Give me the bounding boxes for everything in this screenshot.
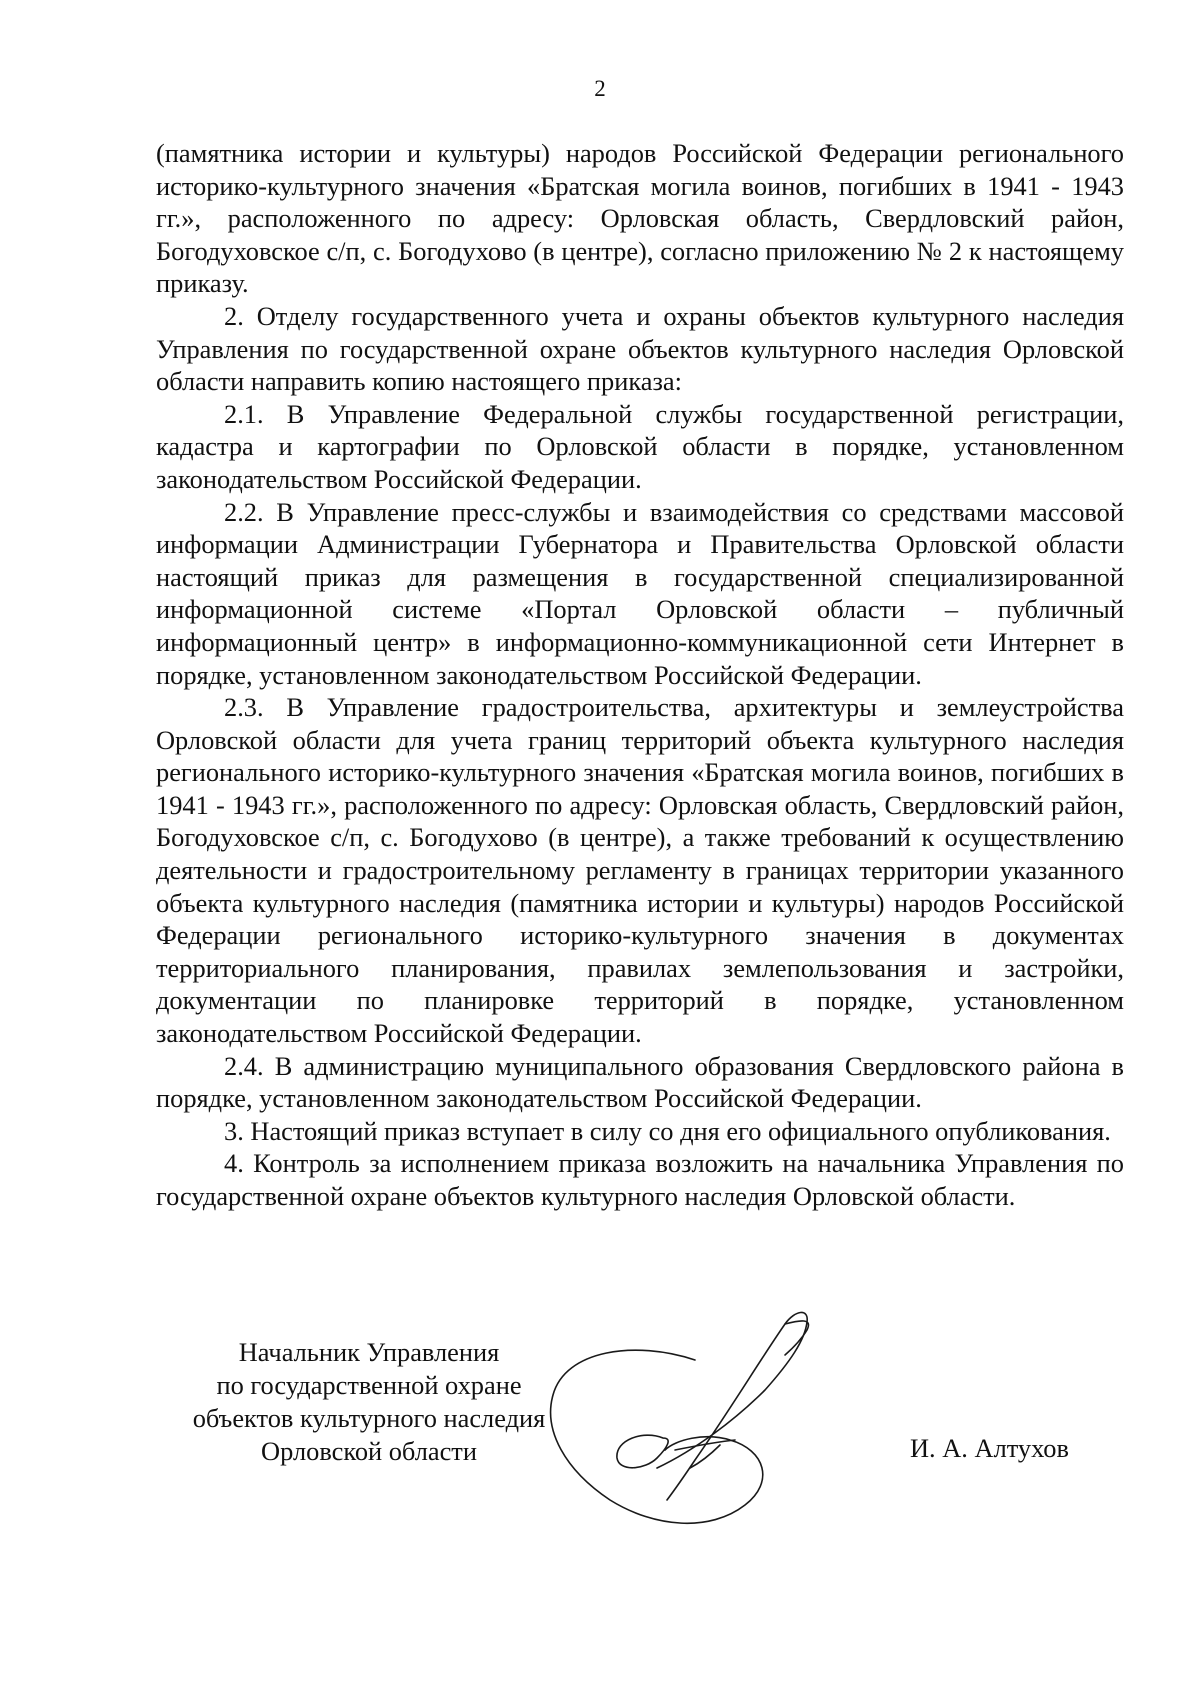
- paragraph-item-2-3: 2.3. В Управление градостроительства, архитектуры и землеустройства Орловской области для учета границ территорий объекта культурного наследия регионального историко-культурного значения «Братская могила воинов, погибших в 1941 - 1943 гг.», расположенного по адресу: Орловская область, Свердловский район, Богодуховское с/п, с. Богодухово (в центре), а также требований к осуществлению деятельности и градостроительному регламенту в границах территории указанного объекта культурного наследия (памятника истории и культуры) народов Российской Федерации регионального историко-культурного значения в документах территориального планирования, правилах землепользования и застройки, документации по планировке территорий в порядке, установленном законодательством Российской Федерации.: [156, 692, 1124, 1049]
- signatory-title: [160, 1336, 578, 1468]
- document-body: [156, 137, 1124, 1213]
- handwritten-signature: [545, 1300, 875, 1540]
- signatory-title-line: Начальник Управления: [238, 1337, 500, 1367]
- paragraph-item-4: 4. Контроль за исполнением приказа возложить на начальника Управления по государственной охране объектов культурного наследия Орловской области.: [156, 1148, 1124, 1211]
- signatory-name: И. А. Алтухов: [910, 1433, 1069, 1463]
- paragraph-item-2: 2. Отделу государственного учета и охраны объектов культурного наследия Управления по государственной охране объектов культурного наследия Орловской области направить копию настоящего приказа:: [156, 300, 1124, 397]
- paragraph-item-2-4: 2.4. В администрацию муниципального образования Свердловского района в порядке, установленном законодательством Российской Федерации.: [156, 1050, 1124, 1114]
- signatory-title-line: Орловской области: [261, 1436, 477, 1466]
- paragraph-item-3: 3. Настоящий приказ вступает в силу со дня его официального опубликования.: [224, 1115, 1111, 1146]
- paragraph-item-2-1: 2.1. В Управление Федеральной службы государственной регистрации, кадастра и картографии по Орловской области в порядке, установленном законодательством Российской Федерации.: [156, 398, 1124, 494]
- page-number: 2: [594, 76, 606, 101]
- paragraph-continuation: (памятника истории и культуры) народов Российской Федерации регионального историко-культурного значения «Братская могила воинов, погибших в 1941 - 1943 гг.», расположенного по адресу: Орловская область, Свердловский район, Богодуховское с/п, с. Богодухово (в центре), согласно приложению № 2 к настоящему приказу.: [156, 138, 1124, 299]
- signatory-title-line: объектов культурного наследия: [192, 1403, 546, 1433]
- signatory-title-line: по государственной охране: [216, 1370, 522, 1400]
- paragraph-item-2-2: 2.2. В Управление пресс-службы и взаимодействия со средствами массовой информации Администрации Губернатора и Правительства Орловской области настоящий приказ для размещения в государственной специализированной информационной системе «Портал Орловской области – публичный информационный центр» в информационно-коммуникационной сети Интернет в порядке, установленном законодательством Российской Федерации.: [156, 496, 1124, 690]
